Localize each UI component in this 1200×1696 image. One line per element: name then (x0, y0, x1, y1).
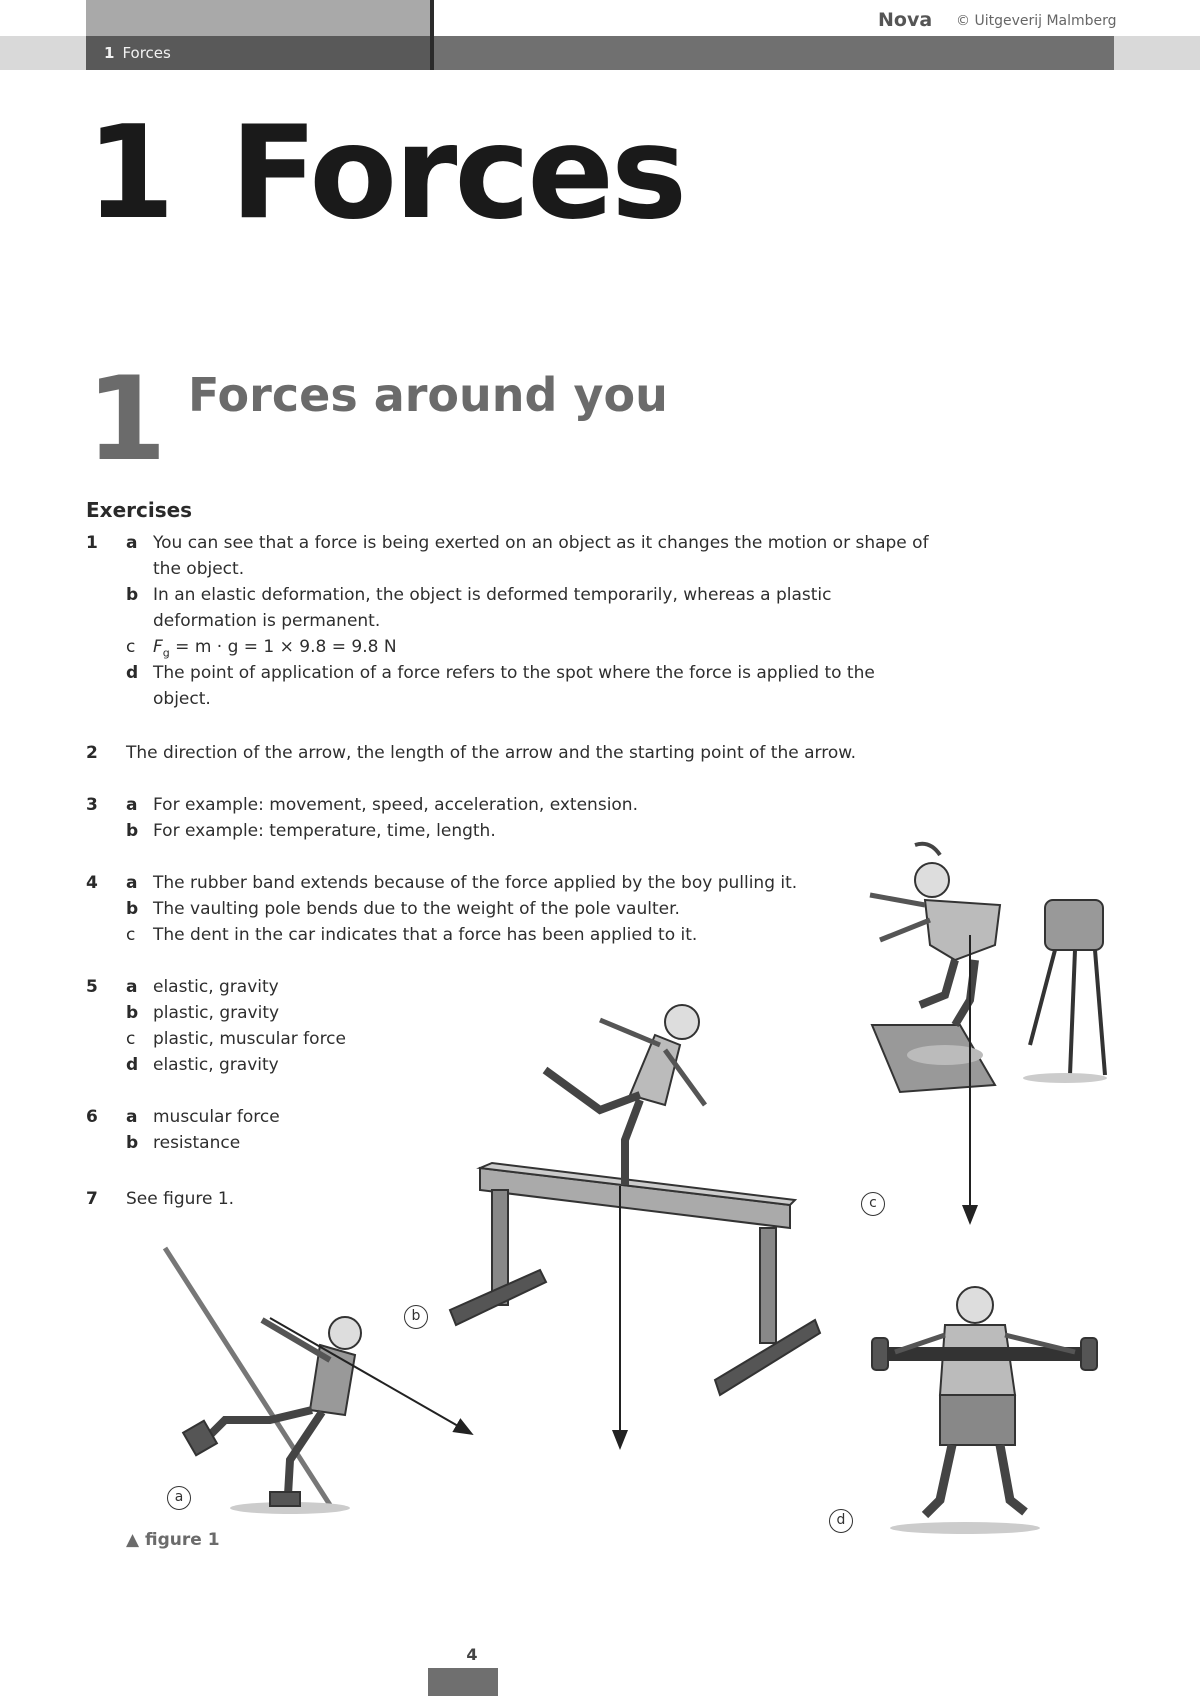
question-number: 7 (86, 1189, 98, 1209)
answer-text: elastic, gravity (153, 977, 279, 997)
answer-text: In an elastic deformation, the object is deformed temporarily, whereas a plastic (153, 585, 832, 605)
answer-text: For example: temperature, time, length. (153, 821, 496, 841)
figure-label-c: c (861, 1192, 885, 1216)
page-number: 4 (466, 1645, 478, 1664)
figure-label-d: d (829, 1509, 853, 1533)
question-number: 1 (86, 533, 98, 553)
copyright: © Uitgeverij Malmberg (956, 13, 1117, 29)
question-number: 6 (86, 1107, 98, 1127)
answer-text: The rubber band extends because of the force applied by the boy pulling it. (153, 873, 798, 893)
answer-letter: d (126, 1055, 139, 1075)
figure-label-b: b (404, 1305, 428, 1329)
brand-name: Nova (878, 9, 933, 31)
vault-jumper-drawing (870, 844, 1107, 1092)
answer-letter: c (126, 1029, 136, 1049)
answer-letter: a (126, 977, 138, 997)
answer-letter: a (126, 1107, 138, 1127)
answer-letter: a (126, 533, 138, 553)
answer-letter: c (126, 637, 136, 657)
answer-text: object. (153, 689, 211, 709)
exercises-heading: Exercises (86, 498, 193, 522)
answer-text: the object. (153, 559, 245, 579)
answer-text: deformation is permanent. (153, 611, 381, 631)
pole-vaulter-drawing (165, 1248, 361, 1514)
answer-text: The dent in the car indicates that a force has been applied to it. (153, 925, 698, 945)
question-number: 2 (86, 743, 98, 763)
answer-letter: b (126, 899, 139, 919)
answer-letter: b (126, 821, 139, 841)
answer-letter: b (126, 585, 139, 605)
answer-text: plastic, gravity (153, 1003, 280, 1023)
formula-subscript: g (162, 646, 170, 660)
answer-text: See figure 1. (126, 1189, 235, 1209)
formula-symbol: F (153, 637, 163, 657)
page-footer-bar (428, 1668, 498, 1696)
answer-letter: b (126, 1003, 139, 1023)
answer-text: elastic, gravity (153, 1055, 279, 1075)
figure-label-a: a (167, 1486, 191, 1510)
chapter-number: 1 (86, 99, 174, 248)
header-section-number: 1 (104, 44, 115, 62)
answer-letter: c (126, 925, 136, 945)
answer-text: You can see that a force is being exerted on an object as it changes the motion or shape of (153, 533, 929, 553)
chapter-title: Forces (230, 99, 685, 248)
answer-text: The direction of the arrow, the length of the arrow and the starting point of the arrow. (126, 743, 856, 763)
balance-beam-drawing (450, 1005, 820, 1395)
answer-text: The point of application of a force refers to the spot where the force is applied to the (153, 663, 875, 683)
answer-text: For example: movement, speed, acceleration, extension. (153, 795, 638, 815)
figure-caption: ▲ figure 1 (126, 1530, 220, 1550)
header-section-title: Forces (122, 44, 171, 62)
answer-text: The vaulting pole bends due to the weight of the pole vaulter. (153, 899, 680, 919)
answer-text: muscular force (153, 1107, 280, 1127)
section-title: Forces around you (188, 368, 668, 422)
answer-letter: a (126, 795, 138, 815)
question-number: 3 (86, 795, 98, 815)
answer-letter: a (126, 873, 138, 893)
answer-text: plastic, muscular force (153, 1029, 346, 1049)
answer-letter: d (126, 663, 139, 683)
question-number: 4 (86, 873, 98, 893)
answer-letter: b (126, 1133, 139, 1153)
answer-text: resistance (153, 1133, 241, 1153)
question-number: 5 (86, 977, 98, 997)
band-stretcher-drawing (872, 1287, 1097, 1534)
formula-rest: = m · g = 1 × 9.8 = 9.8 N (169, 637, 397, 657)
section-number: 1 (86, 352, 167, 487)
